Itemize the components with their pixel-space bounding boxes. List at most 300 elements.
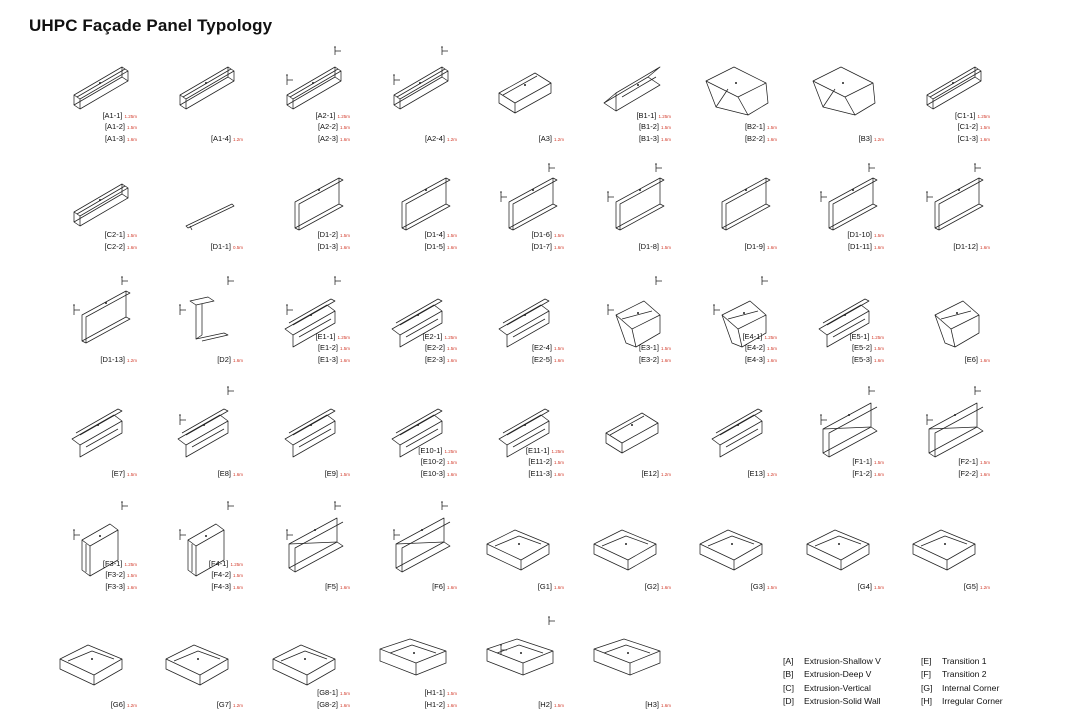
panel-size: 1.6m — [553, 244, 564, 250]
panel-size: 1.25m — [871, 334, 884, 340]
panel-size: 1.5m — [979, 460, 990, 465]
panel-drawing — [243, 500, 350, 580]
panel-cell — [777, 45, 884, 155]
panel-label — [30, 466, 137, 478]
panel-label-stack — [564, 239, 671, 251]
panel-drawing — [457, 45, 564, 125]
panel-label-stack — [457, 340, 564, 363]
panel-label — [457, 579, 564, 591]
panel-size: 1.6m — [766, 357, 777, 363]
panel-size: 1.6m — [339, 357, 350, 363]
page-title: UHPC Façade Panel Typology — [29, 16, 273, 35]
panel-label-stack — [30, 556, 137, 591]
panel-label-stack — [564, 466, 671, 478]
panel-size: 1.2m — [446, 136, 457, 142]
panel-label — [136, 697, 243, 709]
panel-size: 1.5m — [446, 691, 457, 696]
panel-label-stack — [777, 454, 884, 477]
panel-label — [350, 454, 457, 466]
panel-label-stack — [883, 579, 990, 591]
panel-size: 1.5m — [553, 702, 564, 708]
panel-label — [564, 579, 671, 591]
panel-size: 1.25m — [230, 561, 243, 567]
panel-size: 1.2m — [979, 584, 990, 590]
panel-code: [E4-1] — [742, 331, 763, 341]
panel-code: [E4-2] — [744, 343, 765, 352]
legend-item-f: [F] Transition 2 — [921, 669, 987, 680]
panel-size: 1.2m — [126, 357, 137, 363]
panel-size: 1.6m — [660, 702, 671, 708]
panel-label — [243, 466, 350, 478]
panel-size: 1.6m — [766, 244, 777, 250]
panel-cell — [883, 162, 990, 272]
panel-size: 1.5m — [660, 244, 671, 250]
panel-size: 1.6m — [446, 702, 457, 708]
panel-drawing — [883, 385, 990, 465]
panel-code: [D1-6] — [531, 230, 552, 239]
panel-size: 1.2m — [232, 702, 243, 708]
panel-code: [A1-2] — [104, 122, 125, 131]
panel-size: 1.6m — [232, 471, 243, 477]
panel-size: 1.25m — [977, 113, 990, 119]
legend-item-d: [D] Extrusion-Solid Wall — [783, 695, 881, 706]
panel-size: 1.6m — [979, 471, 990, 477]
panel-label — [457, 454, 564, 466]
panel-code: [D1-8] — [638, 241, 659, 251]
panel-size: 1.6m — [446, 471, 457, 477]
panel-label-stack — [243, 685, 350, 708]
panel-label — [457, 227, 564, 239]
panel-code: [F1-2] — [852, 468, 872, 478]
panel-code: [E4-3] — [744, 354, 765, 364]
panel-drawing — [883, 275, 990, 355]
panel-size: 1.6m — [126, 136, 137, 142]
panel-size: 1.25m — [551, 448, 564, 454]
panel-label — [30, 579, 137, 591]
panel-cell — [457, 500, 564, 610]
panel-label — [30, 227, 137, 239]
panel-cell — [670, 45, 777, 155]
panel-code: [D2] — [217, 354, 231, 364]
panel-drawing — [457, 500, 564, 580]
panel-code: [F2-2] — [958, 468, 978, 478]
panel-label — [670, 131, 777, 143]
panel-code: [F3-1] — [102, 558, 123, 568]
panel-cell — [30, 45, 137, 155]
panel-cell — [777, 500, 884, 610]
panel-drawing — [564, 162, 671, 242]
panel-label — [30, 119, 137, 131]
panel-size: 1.5m — [660, 125, 671, 130]
panel-drawing — [670, 45, 777, 125]
panel-size: 1.6m — [660, 136, 671, 142]
panel-label — [350, 443, 457, 455]
panel-label-stack — [136, 466, 243, 478]
panel-label — [883, 454, 990, 466]
panel-code: [E1-2] — [317, 343, 338, 352]
panel-size: 1.5m — [339, 691, 350, 696]
panel-label-stack — [457, 443, 564, 478]
panel-size: 1.6m — [339, 136, 350, 142]
panel-cell — [883, 500, 990, 610]
panel-drawing — [777, 45, 884, 125]
panel-size: 1.6m — [873, 471, 884, 477]
panel-cell — [457, 385, 564, 495]
panel-label — [564, 340, 671, 352]
panel-size: 1.5m — [553, 233, 564, 238]
panel-code: [C1-3] — [957, 133, 978, 143]
panel-code: [C1-2] — [957, 122, 978, 131]
panel-label-stack — [30, 352, 137, 364]
panel-size: 1.6m — [339, 244, 350, 250]
panel-label — [243, 685, 350, 697]
panel-cell — [670, 275, 777, 385]
panel-size: 1.6m — [339, 702, 350, 708]
panel-code: [G8-1] — [317, 688, 338, 697]
panel-code: [F4-1] — [208, 558, 229, 568]
panel-code: [F6] — [432, 581, 445, 591]
panel-size: 1.6m — [979, 136, 990, 142]
panel-label — [30, 556, 137, 568]
panel-cell — [243, 275, 350, 385]
panel-size: 1.5m — [553, 346, 564, 351]
panel-size: 1.25m — [658, 113, 671, 119]
panel-size: 1.5m — [873, 233, 884, 238]
panel-cell — [350, 615, 457, 725]
panel-label-stack — [350, 131, 457, 143]
panel-code: [A2-3] — [317, 133, 338, 143]
panel-code: [E13] — [747, 468, 765, 478]
panel-size: 1.5m — [339, 471, 350, 477]
panel-label-stack — [243, 227, 350, 250]
panel-label-stack — [350, 443, 457, 478]
panel-size: 1.6m — [126, 244, 137, 250]
panel-cell — [136, 385, 243, 495]
panel-cell — [564, 615, 671, 725]
panel-size: 1.6m — [446, 244, 457, 250]
panel-label — [777, 340, 884, 352]
panel-label-stack — [457, 227, 564, 250]
panel-code: [B3] — [858, 133, 872, 143]
panel-label-stack — [670, 579, 777, 591]
panel-drawing — [670, 385, 777, 465]
panel-size: 1.5m — [873, 460, 884, 465]
panel-drawing — [136, 385, 243, 465]
panel-drawing — [30, 385, 137, 465]
panel-cell — [564, 500, 671, 610]
panel-code: [F4-2] — [211, 570, 231, 579]
panel-label — [777, 352, 884, 364]
panel-label — [777, 131, 884, 143]
panel-label — [883, 466, 990, 478]
panel-code: [A2-4] — [424, 133, 445, 143]
panel-size: 1.2m — [873, 136, 884, 142]
panel-label-stack — [670, 466, 777, 478]
panel-label — [243, 340, 350, 352]
panel-label-stack — [243, 579, 350, 591]
panel-size: 1.25m — [444, 334, 457, 340]
panel-cell — [350, 45, 457, 155]
panel-code: [A1-4] — [210, 133, 231, 143]
panel-label-stack — [564, 579, 671, 591]
panel-cell — [30, 500, 137, 610]
panel-label — [670, 579, 777, 591]
panel-code: [H1-2] — [424, 699, 445, 709]
panel-size: 1.6m — [873, 244, 884, 250]
legend-column-right — [921, 655, 1003, 708]
panel-label — [350, 239, 457, 251]
panel-cell — [564, 162, 671, 272]
panel-drawing — [777, 385, 884, 465]
panel-code: [D1-9] — [744, 241, 765, 251]
panel-label — [670, 239, 777, 251]
panel-code: [D1-4] — [424, 230, 445, 239]
panel-label — [670, 329, 777, 341]
panel-label — [883, 352, 990, 364]
panel-drawing — [350, 45, 457, 125]
panel-size: 1.5m — [766, 125, 777, 130]
panel-code: [D1-7] — [531, 241, 552, 251]
panel-label — [564, 466, 671, 478]
panel-label — [136, 567, 243, 579]
panel-size: 1.6m — [232, 584, 243, 590]
panel-size: 0.5m — [232, 244, 243, 250]
panel-cell — [564, 385, 671, 495]
panel-code: [F4-3] — [211, 581, 231, 591]
panel-code: [E2-2] — [424, 343, 445, 352]
panel-label — [457, 131, 564, 143]
panel-label — [30, 239, 137, 251]
panel-code: [F2-1] — [958, 457, 978, 466]
panel-label — [30, 352, 137, 364]
panel-label — [350, 227, 457, 239]
panel-code: [E1-1] — [315, 331, 336, 341]
panel-cell — [243, 500, 350, 610]
panel-label-stack — [136, 352, 243, 364]
panel-size: 1.6m — [553, 357, 564, 363]
panel-code: [F3-3] — [105, 581, 125, 591]
panel-code: [E6] — [964, 354, 978, 364]
panel-label — [350, 131, 457, 143]
panel-label — [350, 340, 457, 352]
panel-cell — [30, 275, 137, 385]
legend-column-left — [783, 655, 881, 708]
panel-code: [B1-1] — [636, 110, 657, 120]
panel-code: [E3-2] — [638, 354, 659, 364]
panel-label — [670, 340, 777, 352]
panel-drawing — [883, 162, 990, 242]
panel-label — [136, 352, 243, 364]
panel-label — [243, 227, 350, 239]
panel-label — [670, 466, 777, 478]
panel-label — [777, 239, 884, 251]
panel-label-stack — [243, 329, 350, 364]
panel-code: [G1] — [537, 581, 552, 591]
panel-label — [350, 329, 457, 341]
panel-label — [564, 108, 671, 120]
panel-label-stack — [350, 227, 457, 250]
panel-label — [670, 119, 777, 131]
panel-code: [F3-2] — [105, 570, 125, 579]
panel-label — [777, 454, 884, 466]
panel-code: [D1-5] — [424, 241, 445, 251]
panel-cell — [136, 162, 243, 272]
panel-label-stack — [777, 131, 884, 143]
panel-code: [H3] — [645, 699, 659, 709]
panel-label — [883, 119, 990, 131]
panel-size: 1.25m — [337, 113, 350, 119]
panel-label-stack — [136, 239, 243, 251]
legend-item-c: [C] Extrusion-Vertical — [783, 682, 871, 693]
panel-label-stack — [457, 579, 564, 591]
panel-label-stack — [30, 108, 137, 143]
panel-cell — [30, 385, 137, 495]
panel-label — [564, 131, 671, 143]
panel-label — [350, 466, 457, 478]
panel-label — [457, 443, 564, 455]
panel-drawing — [136, 275, 243, 355]
panel-drawing — [777, 500, 884, 580]
panel-cell — [136, 500, 243, 610]
panel-label — [30, 108, 137, 120]
panel-code: [C2-1] — [104, 230, 125, 239]
panel-size: 1.5m — [126, 233, 137, 238]
panel-cell — [136, 45, 243, 155]
panel-size: 1.25m — [764, 334, 777, 340]
panel-size: 1.25m — [444, 448, 457, 454]
panel-size: 1.5m — [766, 346, 777, 351]
panel-label — [564, 239, 671, 251]
panel-label-stack — [670, 119, 777, 142]
panel-label — [243, 352, 350, 364]
panel-cell — [564, 45, 671, 155]
panel-size: 1.5m — [126, 471, 137, 477]
panel-label-stack — [777, 579, 884, 591]
panel-label-stack — [883, 454, 990, 477]
panel-size: 1.6m — [553, 584, 564, 590]
panel-size: 1.6m — [660, 357, 671, 363]
panel-label-stack — [243, 466, 350, 478]
panel-cell — [457, 45, 564, 155]
panel-drawing — [670, 500, 777, 580]
panel-drawing — [457, 615, 564, 695]
panel-size: 1.2m — [660, 471, 671, 477]
panel-code: [H1-1] — [424, 688, 445, 697]
panel-label — [564, 697, 671, 709]
panel-code: [E5-3] — [851, 354, 872, 364]
panel-drawing — [136, 162, 243, 242]
panel-label — [350, 352, 457, 364]
panel-label-stack — [136, 131, 243, 143]
panel-cell — [30, 615, 137, 725]
panel-size: 1.5m — [553, 460, 564, 465]
panel-size: 1.6m — [446, 584, 457, 590]
panel-size: 1.2m — [553, 136, 564, 142]
panel-cell — [350, 385, 457, 495]
panel-code: [E8] — [217, 468, 231, 478]
panel-size: 1.5m — [766, 584, 777, 590]
panel-code: [G5] — [963, 581, 978, 591]
panel-code: [D1-2] — [317, 230, 338, 239]
panel-code: [G8-2] — [317, 699, 338, 709]
panel-label — [136, 131, 243, 143]
panel-cell — [243, 385, 350, 495]
panel-label — [564, 352, 671, 364]
panel-code: [E12] — [641, 468, 659, 478]
panel-code: [A1-3] — [104, 133, 125, 143]
panel-label-stack — [457, 131, 564, 143]
panel-code: [E1-3] — [317, 354, 338, 364]
panel-drawing — [883, 500, 990, 580]
panel-label — [136, 556, 243, 568]
panel-code: [E2-5] — [531, 354, 552, 364]
panel-code: [E5-2] — [851, 343, 872, 352]
panel-label-stack — [883, 239, 990, 251]
panel-size: 1.6m — [553, 471, 564, 477]
panel-label — [136, 239, 243, 251]
panel-size: 1.5m — [446, 233, 457, 238]
panel-size: 1.5m — [126, 573, 137, 578]
panel-code: [F1-1] — [852, 457, 872, 466]
panel-label — [670, 352, 777, 364]
panel-label — [457, 466, 564, 478]
panel-label — [777, 579, 884, 591]
panel-code: [E11-1] — [525, 445, 550, 455]
panel-cell — [883, 45, 990, 155]
panel-size: 1.5m — [446, 460, 457, 465]
panel-code: [G3] — [750, 581, 765, 591]
panel-code: [E10-3] — [420, 468, 445, 478]
legend-item-e: [E] Transition 1 — [921, 656, 987, 666]
panel-size: 1.2m — [232, 136, 243, 142]
panel-drawing — [30, 275, 137, 355]
panel-code: [E7] — [111, 468, 125, 478]
panel-cell — [350, 275, 457, 385]
panel-size: 1.5m — [446, 346, 457, 351]
panel-label — [30, 567, 137, 579]
panel-label-stack — [350, 579, 457, 591]
panel-label — [883, 131, 990, 143]
panel-code: [A2-1] — [315, 110, 336, 120]
panel-label — [136, 579, 243, 591]
panel-code: [H2] — [538, 699, 552, 709]
panel-size: 1.6m — [979, 244, 990, 250]
panel-code: [G7] — [216, 699, 231, 709]
legend-item-h: [H] Irregular Corner — [921, 695, 1003, 706]
panel-label — [350, 697, 457, 709]
panel-size: 1.6m — [873, 357, 884, 363]
panel-label-stack — [564, 340, 671, 363]
panel-code: [D1-13] — [100, 354, 125, 364]
panel-drawing — [564, 615, 671, 695]
panel-size: 1.6m — [766, 136, 777, 142]
panel-label-stack — [243, 108, 350, 143]
panel-size: 1.6m — [232, 357, 243, 363]
panel-label-stack — [136, 556, 243, 591]
panel-label — [243, 108, 350, 120]
panel-code: [A1-1] — [102, 110, 123, 120]
panel-label — [777, 466, 884, 478]
panel-code: [B1-3] — [638, 133, 659, 143]
panel-size: 1.5m — [660, 346, 671, 351]
panel-code: [E11-2] — [528, 457, 552, 466]
panel-drawing — [136, 45, 243, 125]
panel-cell — [30, 162, 137, 272]
panel-code: [G2] — [644, 581, 659, 591]
panel-label — [30, 131, 137, 143]
panel-size: 1.5m — [873, 584, 884, 590]
panel-code: [G6] — [110, 699, 125, 709]
